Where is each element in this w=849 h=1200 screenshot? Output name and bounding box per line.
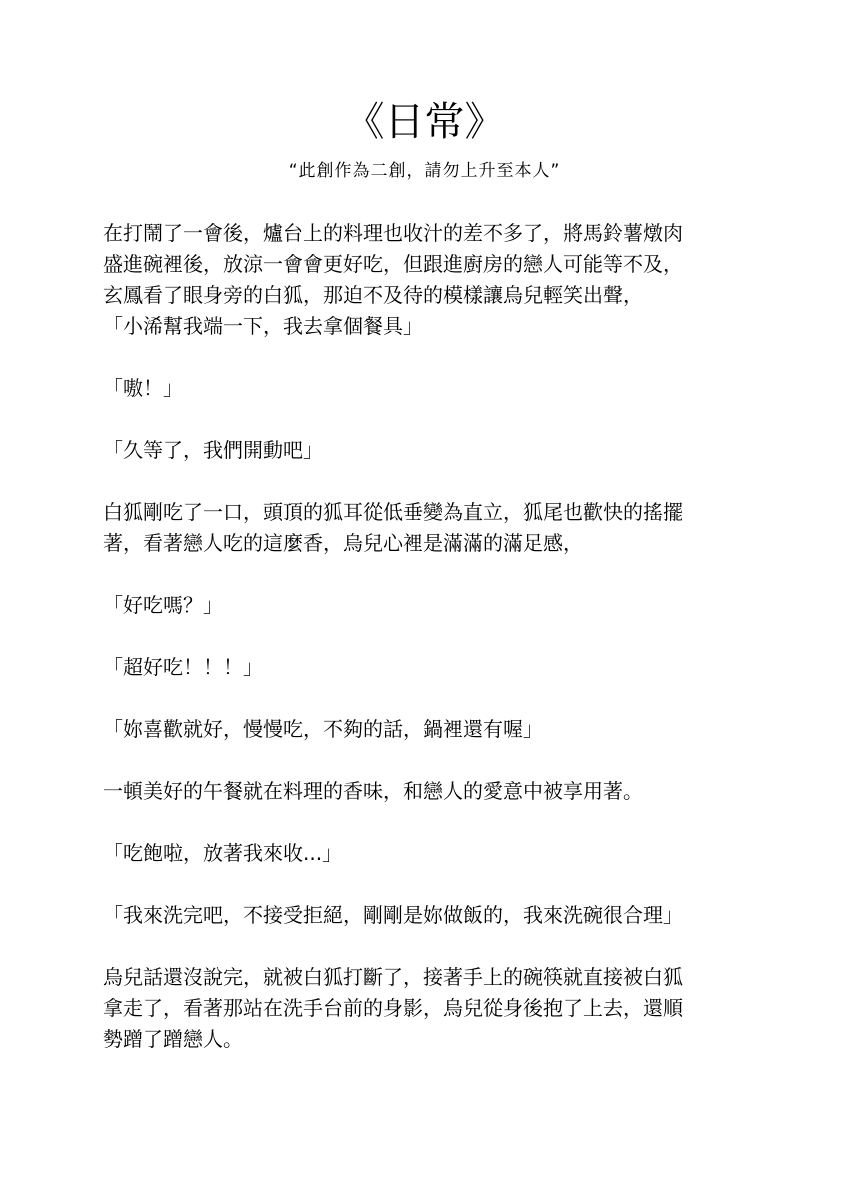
text-line: 烏兒話還沒說完，就被白狐打斷了，接著手上的碗筷就直接被白狐: [103, 965, 683, 989]
text-line: 勢蹭了蹭戀人。: [103, 1027, 243, 1051]
text-line: 「好吃嗎？」: [103, 593, 223, 617]
text-line: 盛進碗裡後，放涼一會會更好吃，但跟進廚房的戀人可能等不及，: [103, 252, 683, 276]
paragraph: [103, 962, 803, 1055]
page-title: 《日常》: [344, 99, 505, 145]
paragraph: [103, 497, 803, 559]
paragraph: [103, 900, 803, 931]
paragraph: [103, 435, 803, 466]
paragraph: [103, 838, 803, 869]
text-line: 「我來洗完吧，不接受拒絕，剛剛是妳做飯的，我來洗碗很合理」: [103, 903, 683, 927]
paragraph: [103, 590, 803, 621]
paragraph: [103, 714, 803, 745]
paragraph: [103, 652, 803, 683]
text-line: 「小浠幫我端一下，我去拿個餐具」: [103, 314, 423, 338]
paragraph: [103, 373, 803, 404]
text-line: 白狐剛吃了一口，頭頂的狐耳從低垂變為直立，狐尾也歡快的搖擺: [103, 500, 683, 524]
text-line: 「久等了，我們開動吧」: [103, 438, 323, 462]
text-line: 「嗷！」: [103, 376, 183, 400]
text-line: 「超好吃！！！」: [103, 655, 263, 679]
paragraph: [103, 776, 803, 807]
text-line: 著，看著戀人吃的這麼香，烏兒心裡是滿滿的滿足感，: [103, 531, 583, 555]
text-line: 「吃飽啦，放著我來收...」: [103, 841, 343, 865]
story-body: [103, 218, 803, 1086]
text-line: 在打鬧了一會後，爐台上的料理也收汁的差不多了，將馬鈴薯燉肉: [103, 221, 683, 245]
text-line: 「妳喜歡就好，慢慢吃，不夠的話，鍋裡還有喔」: [103, 717, 543, 741]
text-line: 拿走了，看著那站在洗手台前的身影，烏兒從身後抱了上去，還順: [103, 996, 683, 1020]
text-line: 玄鳳看了眼身旁的白狐，那迫不及待的模樣讓烏兒輕笑出聲，: [103, 283, 643, 307]
page-subtitle: “此創作為二創，請勿上升至本人”: [288, 161, 561, 181]
text-line: 一頓美好的午餐就在料理的香味，和戀人的愛意中被享用著。: [103, 779, 643, 803]
paragraph: [103, 218, 803, 342]
